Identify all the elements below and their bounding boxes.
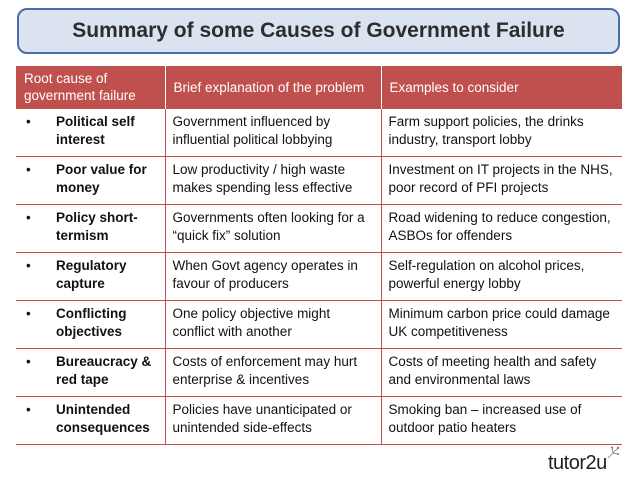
page-title: Summary of some Causes of Government Failure <box>72 19 565 42</box>
explanation-cell: Policies have unanticipated or unintended side-effects <box>165 397 381 445</box>
cause-label: Conflicting objectives <box>56 306 127 339</box>
title-box <box>17 8 620 54</box>
header-examples: Examples to consider <box>381 66 622 109</box>
bullet: • <box>26 114 31 129</box>
table-row <box>16 349 622 397</box>
examples-cell: Farm support policies, the drinks industry, transport lobby <box>381 109 622 157</box>
bullet: • <box>26 306 31 321</box>
bullet: • <box>26 258 31 273</box>
explanation-cell: When Govt agency operates in favour of producers <box>165 253 381 301</box>
cause-label: Policy short-termism <box>56 210 138 243</box>
table-row <box>16 109 622 157</box>
bullet: • <box>26 162 31 177</box>
table-row <box>16 205 622 253</box>
header-explanation: Brief explanation of the problem <box>165 66 381 109</box>
cause-label: Political self interest <box>56 114 135 147</box>
bullet: • <box>26 210 31 225</box>
cause-cell <box>16 253 165 301</box>
bullet: • <box>26 354 31 369</box>
table-row <box>16 253 622 301</box>
table-header-row <box>16 66 622 109</box>
examples-cell: Self-regulation on alcohol prices, powerful energy lobby <box>381 253 622 301</box>
explanation-cell: Governments often looking for a “quick fix” solution <box>165 205 381 253</box>
cause-cell <box>16 397 165 445</box>
examples-cell: Road widening to reduce congestion, ASBOs for offenders <box>381 205 622 253</box>
explanation-cell: One policy objective might conflict with another <box>165 301 381 349</box>
table-row <box>16 397 622 445</box>
header-root-cause: Root cause of government failure <box>16 66 165 109</box>
examples-cell: Minimum carbon price could damage UK competitiveness <box>381 301 622 349</box>
causes-table <box>16 66 622 445</box>
cause-label: Regulatory capture <box>56 258 127 291</box>
cause-label: Unintended consequences <box>56 402 150 435</box>
cause-cell <box>16 157 165 205</box>
explanation-cell: Costs of enforcement may hurt enterprise & incentives <box>165 349 381 397</box>
cause-label: Bureaucracy & red tape <box>56 354 152 387</box>
cause-cell <box>16 301 165 349</box>
cause-cell <box>16 109 165 157</box>
table-row <box>16 301 622 349</box>
bullet: • <box>26 402 31 417</box>
explanation-cell: Government influenced by influential political lobbying <box>165 109 381 157</box>
cause-label: Poor value for money <box>56 162 147 195</box>
cause-cell <box>16 349 165 397</box>
examples-cell: Smoking ban – increased use of outdoor patio heaters <box>381 397 622 445</box>
cause-cell <box>16 205 165 253</box>
examples-cell: Costs of meeting health and safety and environmental laws <box>381 349 622 397</box>
logo-sparkle-icon <box>606 446 620 460</box>
table-row <box>16 157 622 205</box>
tutor2u-logo: tutor2u <box>548 452 607 474</box>
explanation-cell: Low productivity / high waste makes spending less effective <box>165 157 381 205</box>
examples-cell: Investment on IT projects in the NHS, poor record of PFI projects <box>381 157 622 205</box>
